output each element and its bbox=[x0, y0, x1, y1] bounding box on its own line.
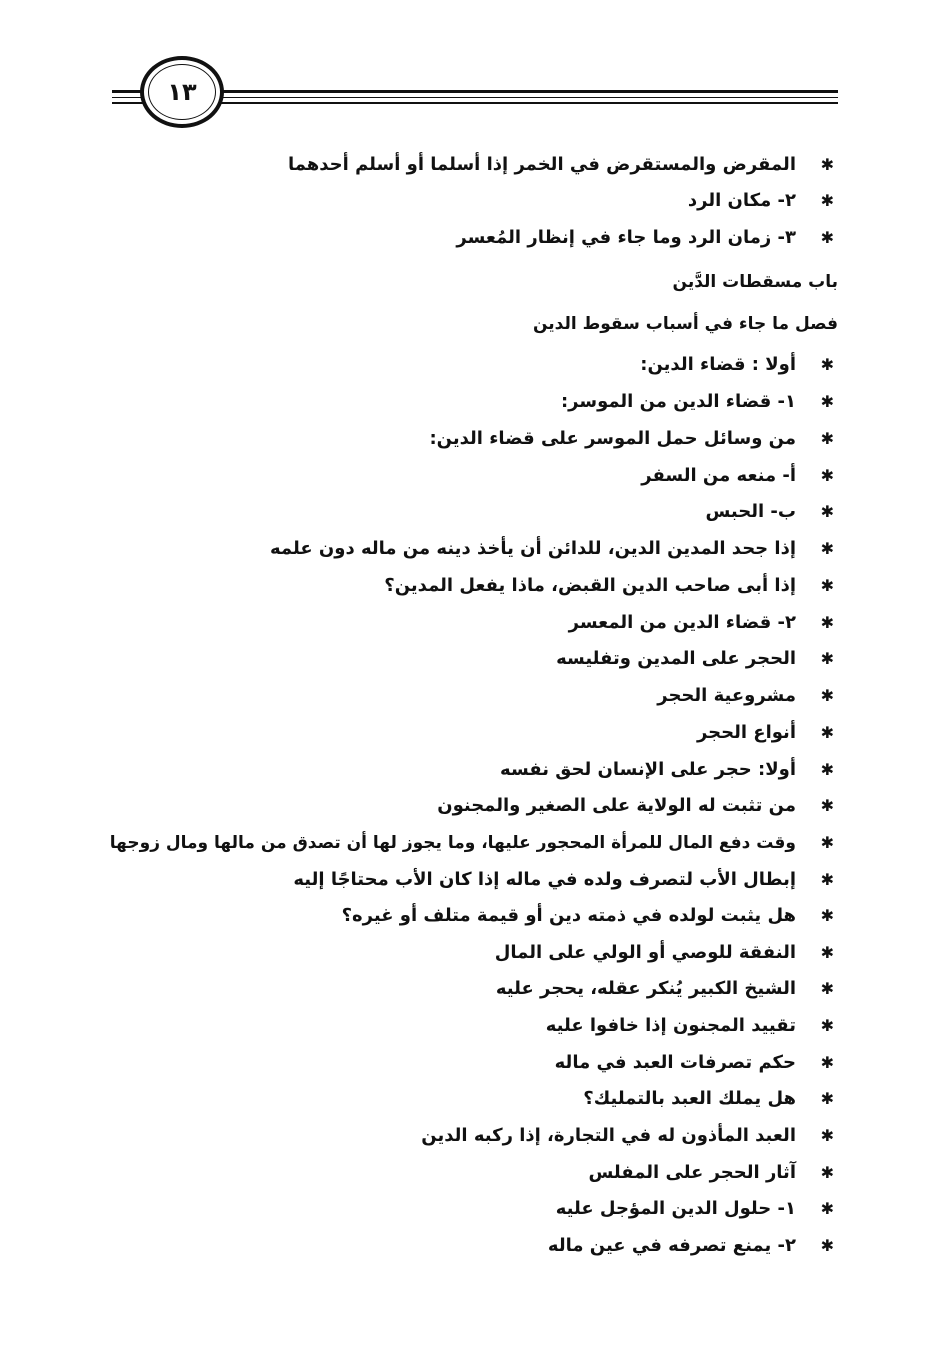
asterisk-bullet-icon: ✱ bbox=[820, 1089, 834, 1108]
index-entry bbox=[437, 792, 834, 820]
entry-text: ٣- زمان الرد وما جاء في إنظار المُعسر bbox=[456, 227, 796, 248]
entry-text: ٢- مكان الرد bbox=[687, 190, 796, 211]
entry-text: ١- قضاء الدين من الموسر: bbox=[560, 391, 796, 412]
entry-text: مشروعية الحجر bbox=[657, 685, 796, 706]
entry-text: آثار الحجر على المفلس bbox=[588, 1162, 796, 1183]
entry-text: باب مسقطات الدَّين bbox=[672, 272, 838, 292]
page-number: ١٣ bbox=[167, 78, 197, 106]
index-entry bbox=[500, 756, 834, 784]
index-entry bbox=[588, 1159, 834, 1187]
asterisk-bullet-icon: ✱ bbox=[820, 392, 834, 411]
entry-text: هل يثبت لولده في ذمته دين أو قيمة متلف أو غيره؟ bbox=[341, 905, 796, 926]
index-entry bbox=[657, 682, 834, 710]
asterisk-bullet-icon: ✱ bbox=[820, 1016, 834, 1035]
entry-text: أ- منعه من السفر bbox=[641, 465, 796, 486]
index-entry bbox=[548, 1232, 834, 1260]
section-heading bbox=[673, 268, 838, 296]
asterisk-bullet-icon: ✱ bbox=[820, 355, 834, 374]
index-entry bbox=[705, 498, 834, 526]
index-entry bbox=[569, 609, 834, 637]
index-entry bbox=[110, 829, 834, 857]
index-entry bbox=[384, 572, 834, 600]
index-entry bbox=[293, 866, 834, 894]
asterisk-bullet-icon: ✱ bbox=[820, 1163, 834, 1182]
entry-text: وقت دفع المال للمرأة المحجور عليها، وما يجوز لها أن تصدق من مالها ومال زوجها bbox=[109, 833, 796, 853]
entry-text: من تثبت له الولاية على الصغير والمجنون bbox=[437, 795, 796, 816]
asterisk-bullet-icon: ✱ bbox=[820, 155, 834, 174]
asterisk-bullet-icon: ✱ bbox=[820, 796, 834, 815]
entry-text: من وسائل حمل الموسر على قضاء الدين: bbox=[429, 428, 796, 449]
page-number-medallion bbox=[140, 56, 224, 128]
asterisk-bullet-icon: ✱ bbox=[820, 1053, 834, 1072]
entry-text: الحجر على المدين وتفليسه bbox=[556, 648, 796, 669]
asterisk-bullet-icon: ✱ bbox=[820, 613, 834, 632]
index-entry bbox=[288, 151, 834, 179]
index-entry bbox=[697, 719, 834, 747]
entry-text: المقرض والمستقرض في الخمر إذا أسلما أو أسلم أحدهما bbox=[287, 154, 796, 175]
asterisk-bullet-icon: ✱ bbox=[820, 1199, 834, 1218]
index-entry bbox=[456, 224, 834, 252]
index-entry bbox=[641, 462, 834, 490]
entry-text: النفقة للوصي أو الولي على المال bbox=[494, 942, 796, 963]
entry-text: حكم تصرفات العبد في ماله bbox=[554, 1052, 796, 1073]
asterisk-bullet-icon: ✱ bbox=[820, 979, 834, 998]
index-entry bbox=[688, 187, 834, 215]
asterisk-bullet-icon: ✱ bbox=[820, 870, 834, 889]
index-entry bbox=[342, 902, 834, 930]
entry-text: هل يملك العبد بالتمليك؟ bbox=[583, 1088, 796, 1109]
asterisk-bullet-icon: ✱ bbox=[820, 429, 834, 448]
entry-text: ٢- قضاء الدين من المعسر bbox=[568, 612, 796, 633]
entry-text: إبطال الأب لتصرف ولده في ماله إذا كان الأب محتاجًا إليه bbox=[293, 869, 796, 890]
entry-text: إذا جحد المدين الدين، للدائن أن يأخذ دينه من ماله دون علمه bbox=[270, 538, 796, 559]
entry-text: أنواع الحجر bbox=[696, 722, 796, 743]
entry-text: ١- حلول الدين المؤجل عليه bbox=[555, 1198, 796, 1219]
index-entry bbox=[555, 1049, 834, 1077]
entry-text: الشيخ الكبير يُنكر عقله، يحجر عليه bbox=[495, 978, 796, 999]
asterisk-bullet-icon: ✱ bbox=[820, 539, 834, 558]
entry-text: أولا: حجر على الإنسان لحق نفسه bbox=[500, 759, 796, 780]
entry-text: العبد المأذون له في التجارة، إذا ركبه الدين bbox=[421, 1125, 796, 1146]
asterisk-bullet-icon: ✱ bbox=[820, 1126, 834, 1145]
index-entry bbox=[561, 388, 834, 416]
entry-text: ب- الحبس bbox=[705, 501, 796, 522]
asterisk-bullet-icon: ✱ bbox=[820, 686, 834, 705]
asterisk-bullet-icon: ✱ bbox=[820, 466, 834, 485]
asterisk-bullet-icon: ✱ bbox=[820, 502, 834, 521]
asterisk-bullet-icon: ✱ bbox=[820, 833, 834, 852]
index-entry bbox=[496, 975, 834, 1003]
section-heading bbox=[533, 310, 838, 338]
index-entry bbox=[429, 425, 834, 453]
asterisk-bullet-icon: ✱ bbox=[820, 576, 834, 595]
index-entry bbox=[270, 535, 834, 563]
asterisk-bullet-icon: ✱ bbox=[820, 906, 834, 925]
entry-text: إذا أبى صاحب الدين القبض، ماذا يفعل المدين؟ bbox=[384, 575, 796, 596]
asterisk-bullet-icon: ✱ bbox=[820, 723, 834, 742]
index-entry bbox=[546, 1012, 834, 1040]
asterisk-bullet-icon: ✱ bbox=[820, 760, 834, 779]
index-entry bbox=[556, 645, 834, 673]
entry-text: فصل ما جاء في أسباب سقوط الدين bbox=[532, 314, 838, 334]
index-entry bbox=[640, 351, 834, 379]
entry-text: تقييد المجنون إذا خافوا عليه bbox=[545, 1015, 796, 1036]
index-entry bbox=[583, 1085, 834, 1113]
asterisk-bullet-icon: ✱ bbox=[820, 191, 834, 210]
asterisk-bullet-icon: ✱ bbox=[820, 649, 834, 668]
asterisk-bullet-icon: ✱ bbox=[820, 228, 834, 247]
index-entry bbox=[556, 1195, 834, 1223]
index-entry bbox=[495, 939, 834, 967]
entry-text: ٢- يمنع تصرفه في عين ماله bbox=[547, 1235, 796, 1256]
index-entry bbox=[421, 1122, 834, 1150]
entry-text: أولا : قضاء الدين: bbox=[640, 354, 796, 375]
asterisk-bullet-icon: ✱ bbox=[820, 943, 834, 962]
asterisk-bullet-icon: ✱ bbox=[820, 1236, 834, 1255]
